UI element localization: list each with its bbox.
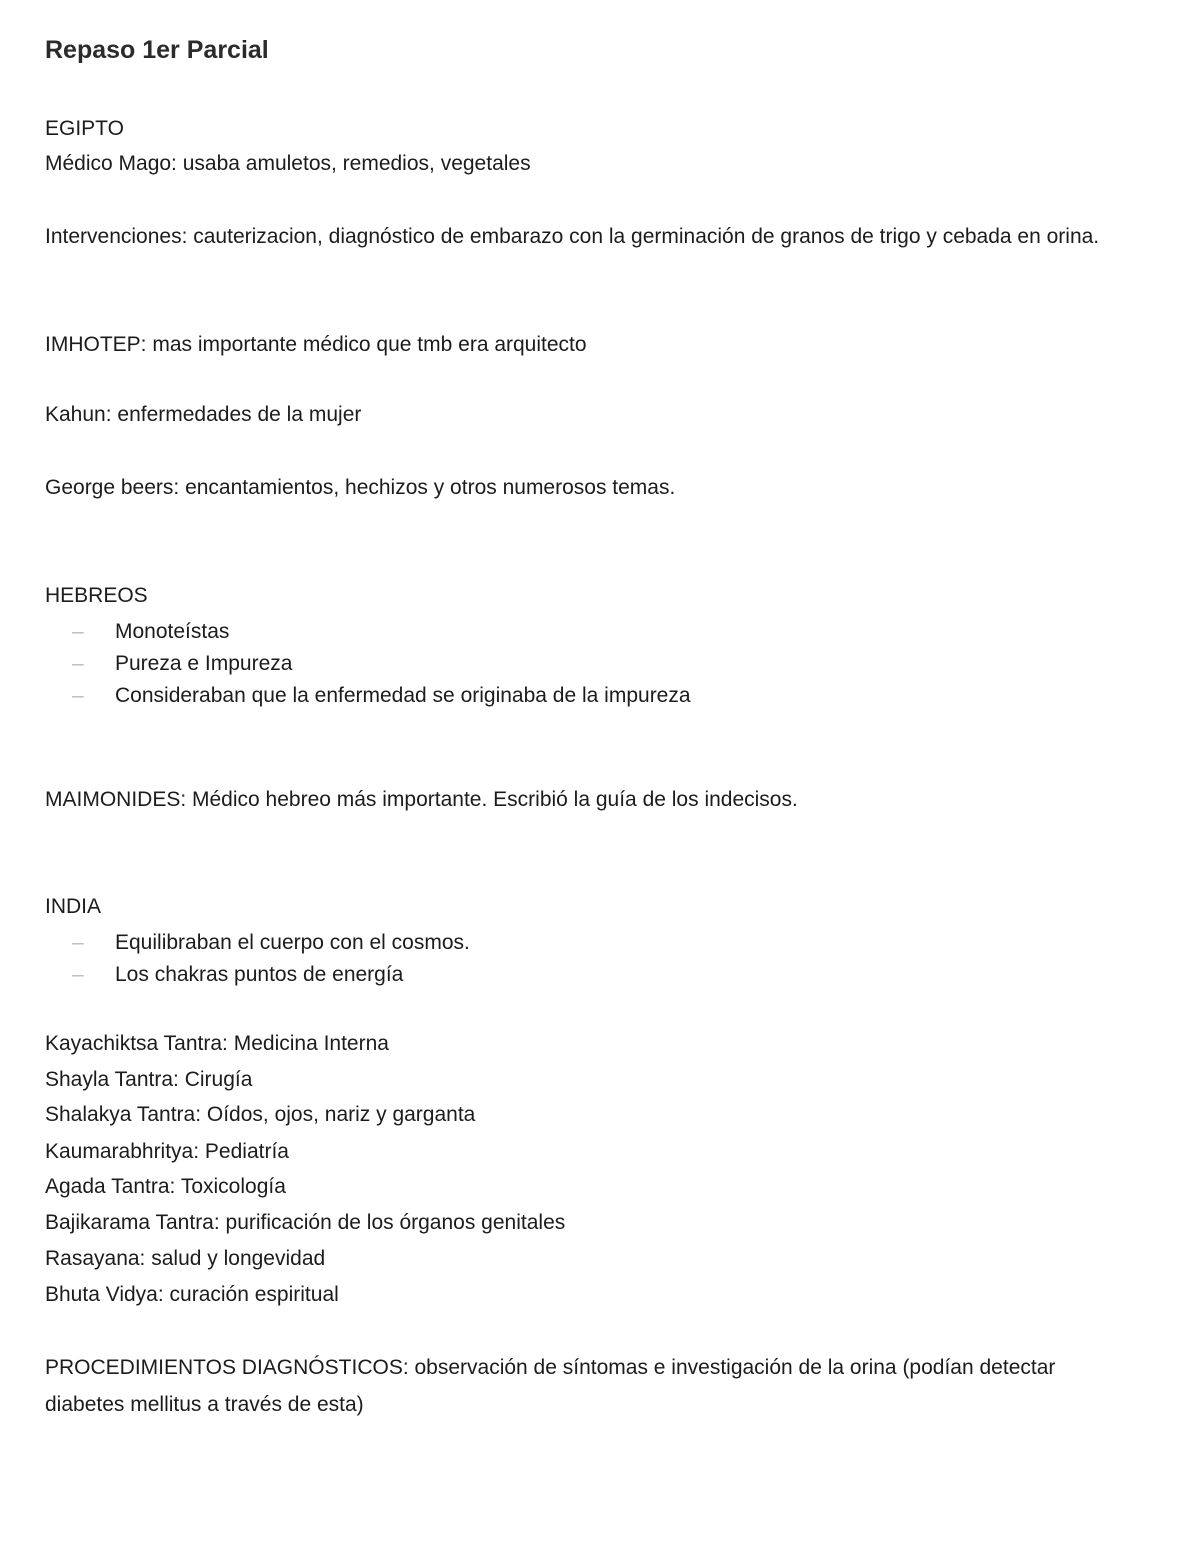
tantra-line: Bhuta Vidya: curación espiritual [45, 1283, 339, 1306]
tantra-line: Bajikarama Tantra: purificación de los órganos genitales [45, 1211, 566, 1234]
dash-bullet-icon: – [72, 684, 84, 707]
section-heading-egipto: EGIPTO [45, 117, 124, 140]
dash-bullet-icon: – [72, 652, 84, 675]
egipto-imhotep: IMHOTEP: mas importante médico que tmb era arquitecto [45, 333, 587, 356]
egipto-kahun: Kahun: enfermedades de la mujer [45, 403, 362, 426]
list-item-text: Equilibraban el cuerpo con el cosmos. [115, 931, 470, 954]
tantra-line: Shayla Tantra: Cirugía [45, 1068, 253, 1091]
tantra-line: Rasayana: salud y longevidad [45, 1247, 326, 1270]
document-title: Repaso 1er Parcial [45, 36, 269, 64]
dash-bullet-icon: – [72, 963, 84, 986]
list-item-text: Pureza e Impureza [115, 652, 293, 675]
tantra-line: Kaumarabhritya: Pediatría [45, 1140, 289, 1163]
list-item-text: Monoteístas [115, 620, 230, 643]
section-heading-india: INDIA [45, 895, 102, 918]
list-item-text: Los chakras puntos de energía [115, 963, 404, 986]
section-heading-hebreos: HEBREOS [45, 584, 148, 607]
tantra-line: Agada Tantra: Toxicología [45, 1175, 286, 1198]
egipto-intervenciones: Intervenciones: cauterizacion, diagnóstico de embarazo con la germinación de granos de trigo y cebada en orina. [45, 225, 1100, 248]
dash-bullet-icon: – [72, 931, 84, 954]
egipto-george-beers: George beers: encantamientos, hechizos y otros numerosos temas. [45, 476, 676, 499]
tantra-line: Shalakya Tantra: Oídos, ojos, nariz y garganta [45, 1103, 476, 1126]
india-procedimientos: PROCEDIMIENTOS DIAGNÓSTICOS: observación de síntomas e investigación de la orina (podían detectar diabetes mellitus a través de esta) [45, 1356, 1056, 1416]
list-item-text: Consideraban que la enfermedad se originaba de la impureza [115, 684, 691, 707]
hebreos-maimonides: MAIMONIDES: Médico hebreo más importante. Escribió la guía de los indecisos. [45, 788, 798, 811]
tantra-line: Kayachiktsa Tantra: Medicina Interna [45, 1032, 389, 1055]
egipto-medico-mago: Médico Mago: usaba amuletos, remedios, vegetales [45, 152, 531, 175]
dash-bullet-icon: – [72, 620, 84, 643]
